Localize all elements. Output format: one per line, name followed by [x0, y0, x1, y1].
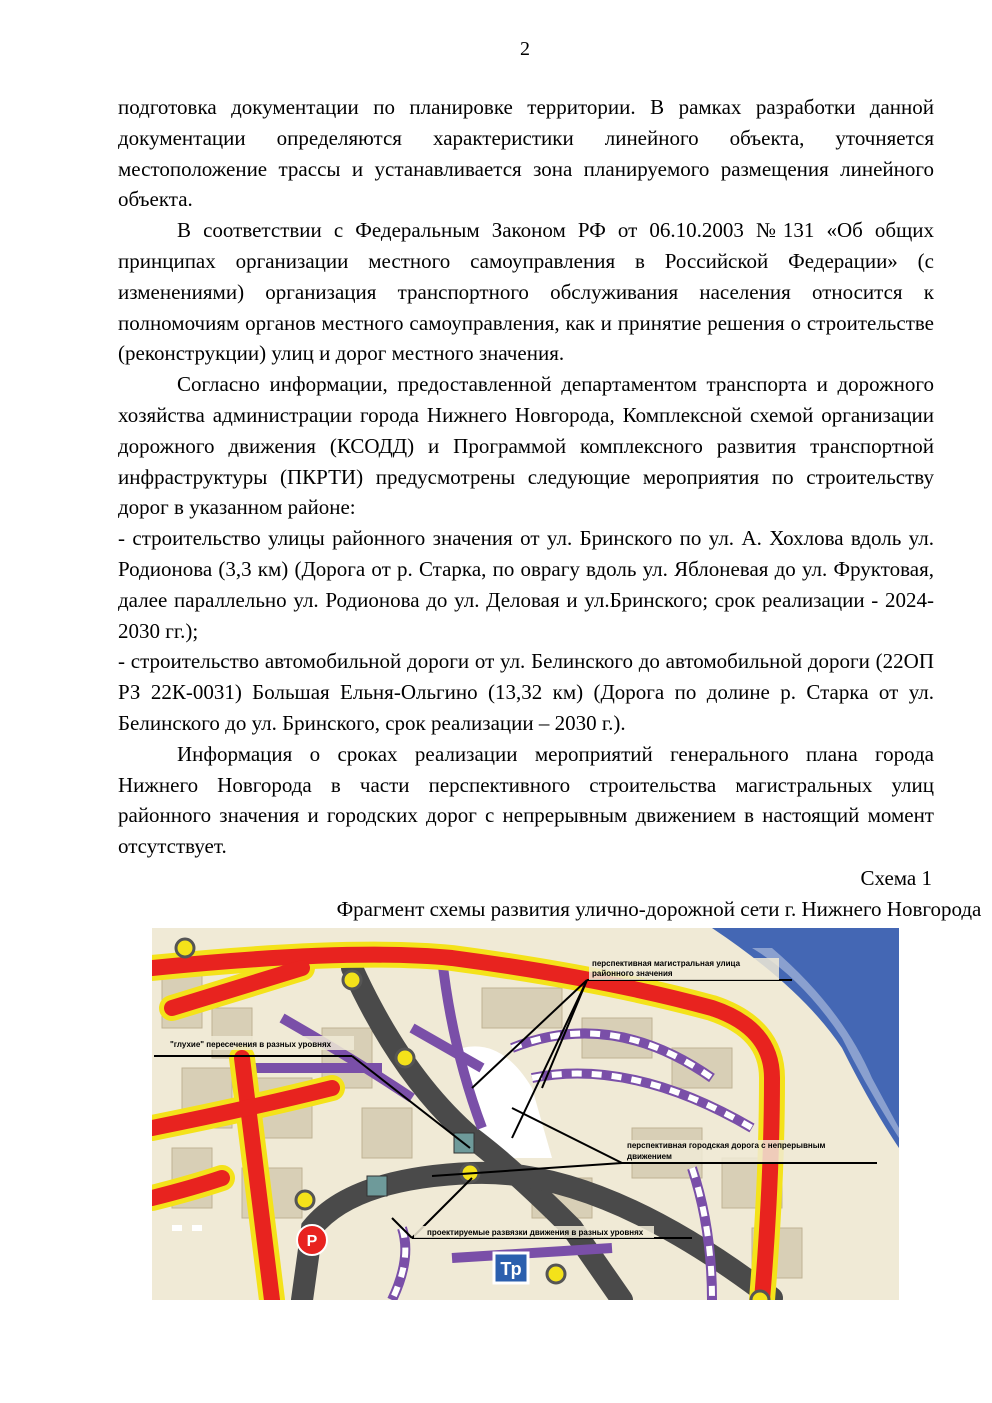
parking-badge-label: P — [306, 1233, 318, 1250]
callout-gluhie: "глухие" пересечения в разных уровнях — [170, 1040, 332, 1049]
paragraph-4: - строительство улицы районного значения от ул. Бринского по ул. А. Хохлова вдоль ул. Родионова (3,3 км) (Дорога от р. Старка, по оврагу вдоль ул. Яблоневая до ул. Фруктовая, далее параллельно ул. Родионова до ул. Деловая и ул.Бринского; срок реализации - 2024-2030 гг.); — [118, 526, 934, 643]
paragraph-5: - строительство автомобильной дороги от ул. Белинского до автомобильной дороги (22ОП РЗ 22К-0031) Большая Ельня-Ольгино (13,32 км) (Дорога по долине р. Старка от ул. Белинского до ул. Бринского, срок реализации – 2030 г.). — [118, 649, 934, 735]
callout-continuous-2: движением — [627, 1152, 672, 1161]
interchange-square — [367, 1176, 387, 1196]
scheme-title: Фрагмент схемы развития улично-дорожной сети г. Нижнего Новгорода — [336, 897, 982, 921]
paragraph-3: Согласно информации, предоставленной департаментом транспорта и дорожного хозяйства администрации города Нижнего Новгорода, Комплексной схемой организации дорожного движения (КСОДД) и Программой комплексного развития транспортной инфраструктуры (ПКРТИ) предусмотрены следующие мероприятия по строительству дорог в указанном районе: — [118, 372, 934, 520]
callout-continuous-1: перспективная городская дорога с непрерывным — [627, 1141, 826, 1150]
page-number: 2 — [520, 38, 530, 60]
scheme-label: Схема 1 — [860, 866, 932, 890]
junction-marker — [396, 1049, 414, 1067]
callout-magistral-2: районного значения — [592, 969, 673, 978]
road-scheme-map — [152, 928, 899, 1300]
callout-razvyazki: проектируемые развязки движения в разных уровнях — [427, 1228, 644, 1237]
callout-magistral-1: перспективная магистральная улица — [592, 959, 741, 968]
paragraph-6: Информация о сроках реализации мероприятий генерального плана города Нижнего Новгорода в части перспективного строительства магистральных улиц районного значения и городских дорог с непрерывным движением в настоящий момент отсутствует. — [118, 741, 934, 859]
junction-marker — [343, 971, 361, 989]
junction-marker — [751, 1291, 769, 1300]
junction-marker — [547, 1265, 565, 1283]
junction-marker — [296, 1191, 314, 1209]
body-text — [118, 92, 934, 862]
paragraph-1: подготовка документации по планировке территории. В рамках разработки данной документации определяются характеристики линейного объекта, уточняется местоположение трассы и устанавливается зона планируемого размещения линейного объекта. — [118, 95, 934, 212]
junction-marker — [176, 939, 194, 957]
transit-badge-label: Тр — [500, 1259, 522, 1279]
paragraph-2: В соответствии с Федеральным Законом РФ от 06.10.2003 №131 «Об общих принципах организации местного самоуправления в Российской Федерации» (с изменениями) организация транспортного обслуживания населения относится к полномочиям органов местного самоуправления, как и принятие решения о строительстве (реконструкции) улиц и дорог местного значения. — [118, 218, 934, 366]
